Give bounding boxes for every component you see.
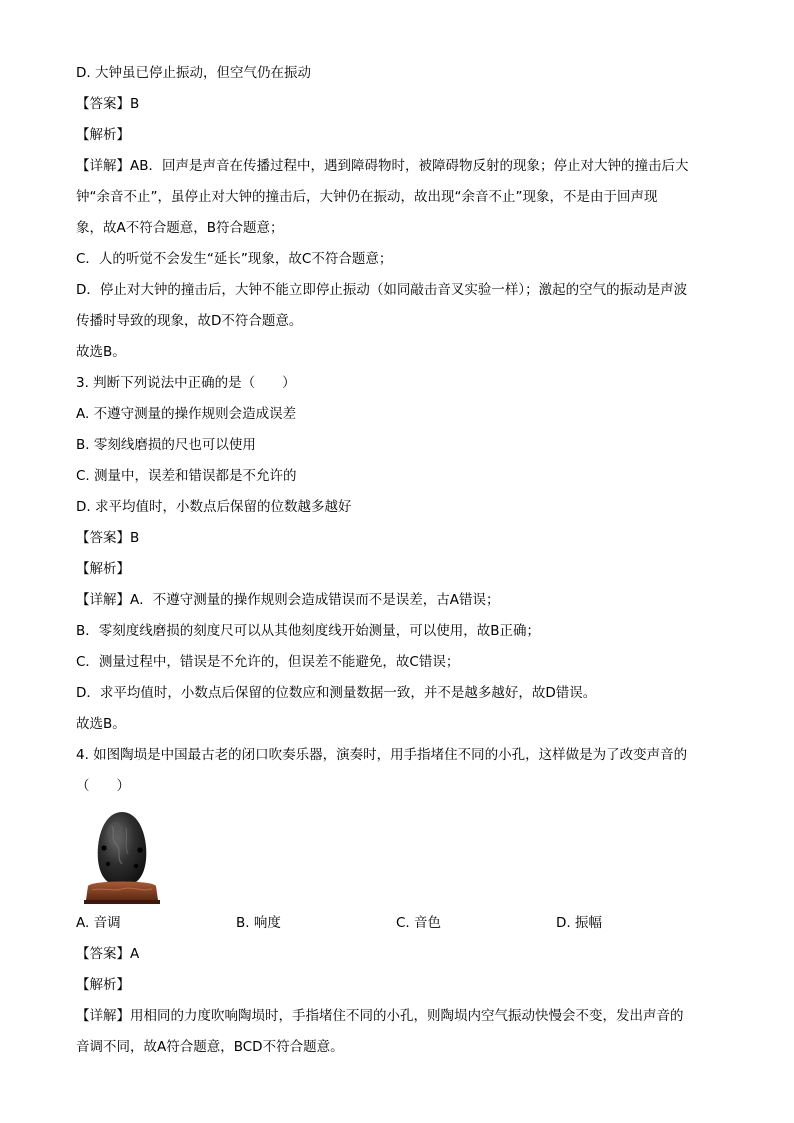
explanation-text: 音调不同，故A符合题意，BCD不符合题意。 bbox=[76, 1039, 344, 1055]
option-d: D. 振幅 bbox=[556, 915, 602, 931]
question-4-stem: 4. 如图陶埙是中国最古老的闭口吹奏乐器，演奏时，用手指堵住不同的小孔，这样做是为了改变声音的 bbox=[76, 747, 688, 763]
explanation-text: B．零刻度线磨损的刻度尺可以从其他刻度线开始测量，可以使用，故B正确； bbox=[76, 623, 541, 639]
explanation-text: D．求平均值时，小数点后保留的位数应和测量数据一致，并不是越多越好，故D错误。 bbox=[76, 685, 597, 701]
ocarina-image bbox=[82, 808, 162, 906]
option-c: C. 测量中，误差和错误都是不允许的 bbox=[76, 468, 297, 484]
ocarina-illustration bbox=[82, 808, 162, 906]
explanation-text: 【详解】AB．回声是声音在传播过程中，遇到障碍物时，被障碍物反射的现象；停止对大钟的撞击后大 bbox=[76, 158, 689, 174]
explanation-text: D．停止对大钟的撞击后，大钟不能立即停止振动（如同敲击音叉实验一样）；激起的空气的振动是声波 bbox=[76, 282, 688, 298]
question-4-options bbox=[76, 908, 716, 939]
answer-label: 【答案】B bbox=[76, 530, 140, 546]
analysis-label: 【解析】 bbox=[76, 561, 130, 577]
answer-label: 【答案】A bbox=[76, 946, 140, 962]
option-c: C. 音色 bbox=[396, 915, 442, 931]
explanation-text: 传播时导致的现象，故D不符合题意。 bbox=[76, 313, 303, 329]
option-b: B. 零刻线磨损的尺也可以使用 bbox=[76, 437, 256, 453]
question-4-bracket: （ ） bbox=[76, 778, 130, 794]
option-a: A. 音调 bbox=[76, 915, 121, 931]
conclusion-text: 故选B。 bbox=[76, 344, 126, 360]
analysis-label: 【解析】 bbox=[76, 977, 130, 993]
explanation-text: 【详解】A．不遵守测量的操作规则会造成错误而不是误差，古A错误； bbox=[76, 592, 500, 608]
explanation-text: C．人的听觉不会发生“延长”现象，故C不符合题意； bbox=[76, 251, 393, 267]
option-d: D. 求平均值时，小数点后保留的位数越多越好 bbox=[76, 499, 352, 515]
explanation-text: 【详解】用相同的力度吹响陶埙时，手指堵住不同的小孔，则陶埙内空气振动快慢会不变，发出声音的 bbox=[76, 1008, 684, 1024]
option-b: B. 响度 bbox=[236, 915, 281, 931]
explanation-text: 象，故A不符合题意，B符合题意； bbox=[76, 220, 284, 236]
explanation-text: C．测量过程中，错误是不允许的，但误差不能避免，故C错误； bbox=[76, 654, 460, 670]
answer-label: 【答案】B bbox=[76, 96, 140, 112]
conclusion-text: 故选B。 bbox=[76, 716, 126, 732]
document-page bbox=[76, 58, 716, 1063]
analysis-label: 【解析】 bbox=[76, 127, 130, 143]
explanation-text: 钟“余音不止”，虽停止对大钟的撞击后，大钟仍在振动，故出现“余音不止”现象，不是由于回声现 bbox=[76, 189, 658, 205]
option-a: A. 不遵守测量的操作规则会造成误差 bbox=[76, 406, 297, 422]
option-d-q2: D. 大钟虽已停止振动，但空气仍在振动 bbox=[76, 65, 311, 81]
question-3-stem: 3. 判断下列说法中正确的是（ ） bbox=[76, 375, 296, 391]
